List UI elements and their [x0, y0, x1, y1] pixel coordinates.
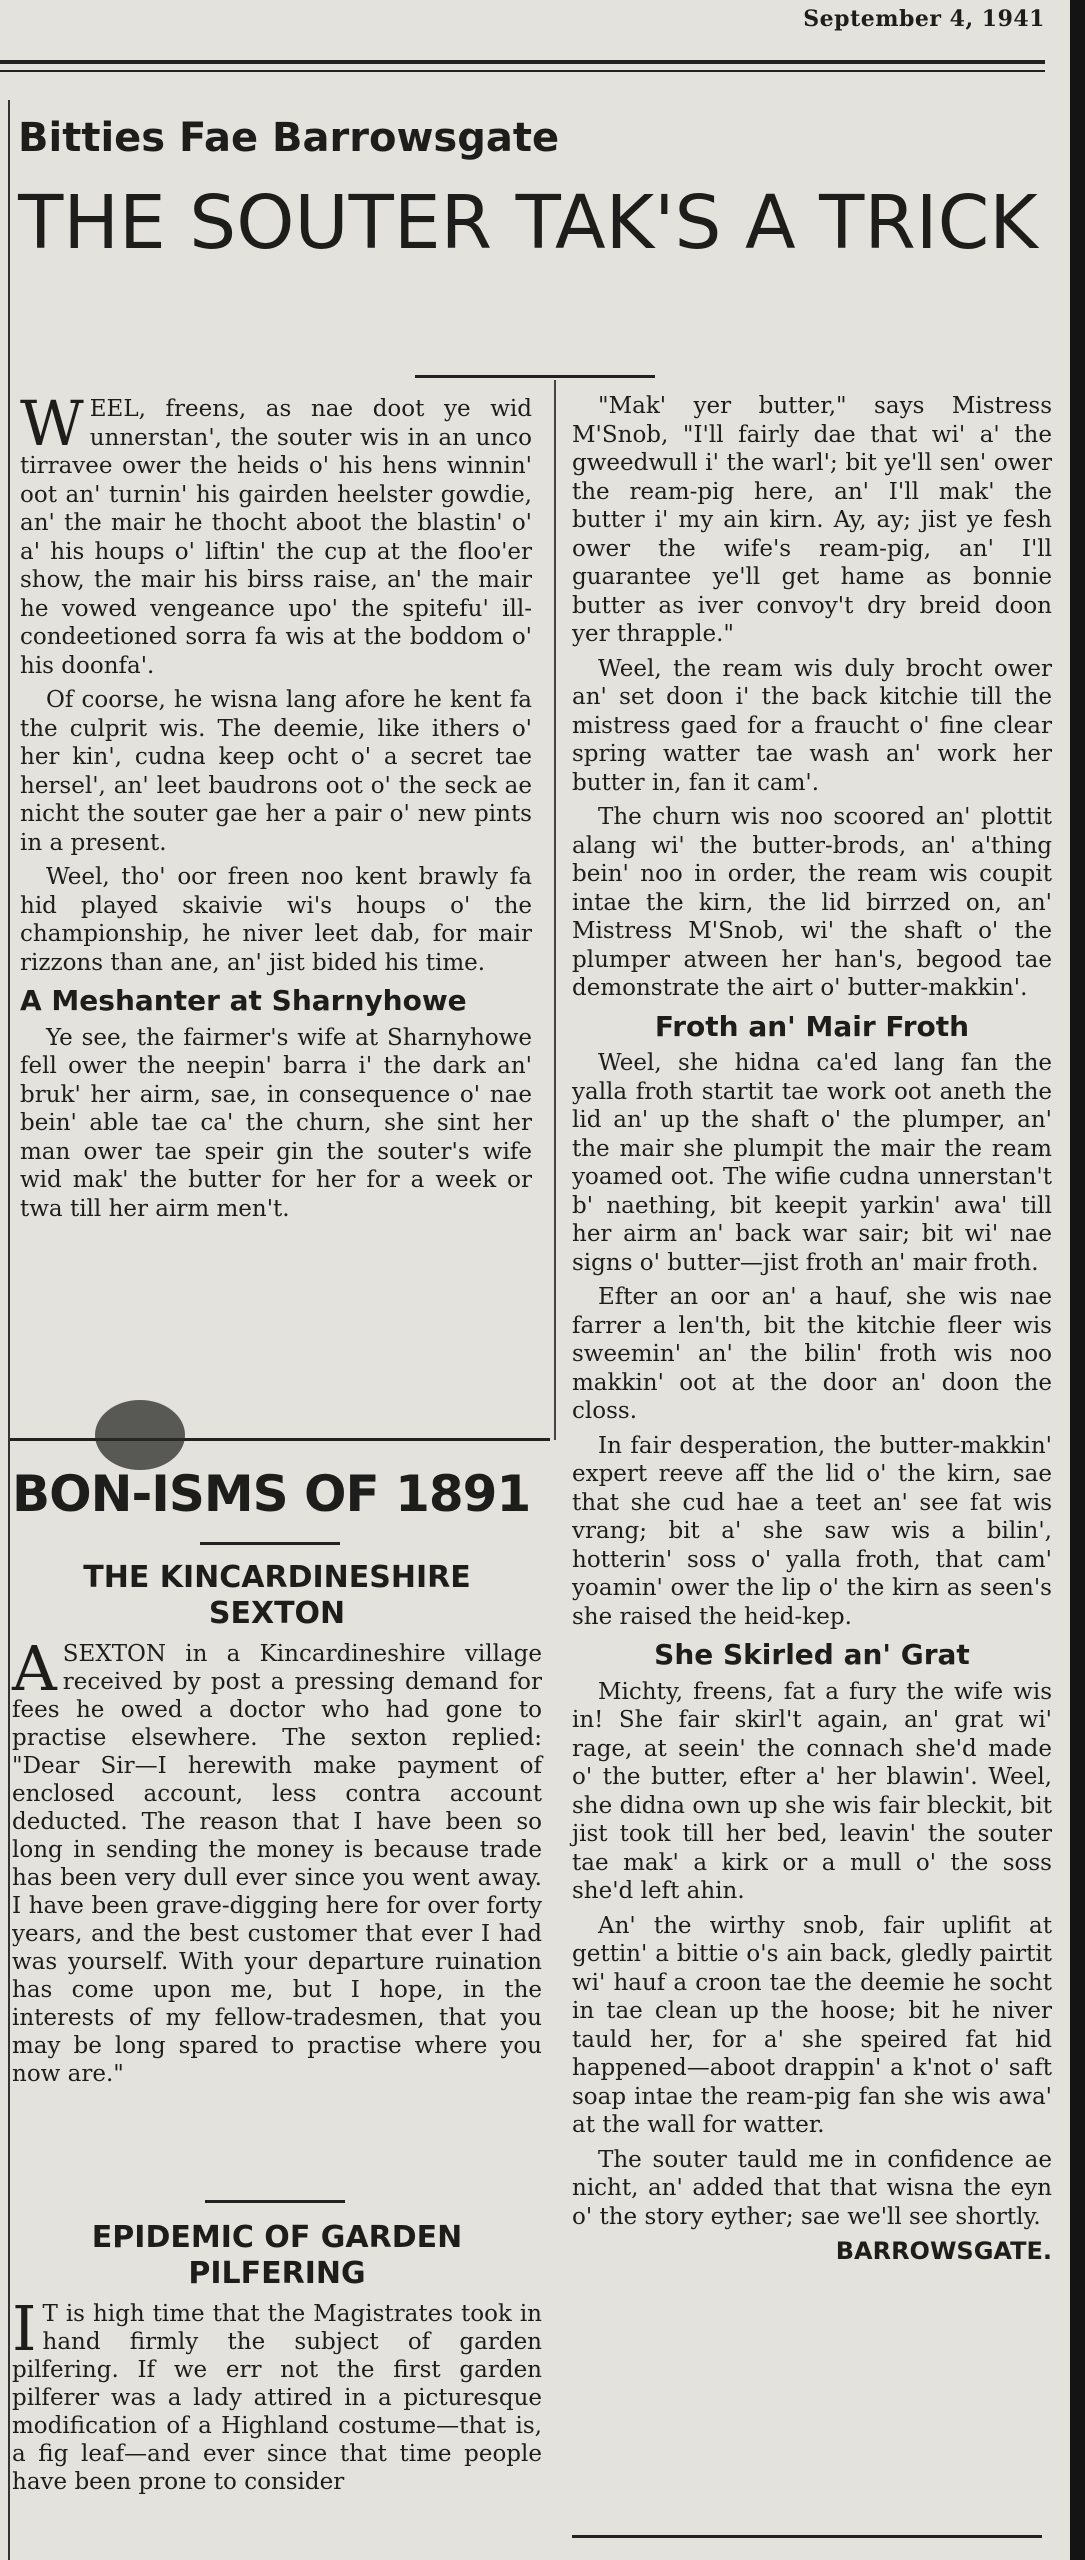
paragraph: Efter an oor an' a hauf, she wis nae farrer a len'th, bit the kitchie fleer wis sweemin' an' the bilin' froth wis noo makkin' oot at the door an' doon the closs. [572, 1284, 1052, 1424]
item-title: THE KINCARDINESHIRE SEXTON [83, 1560, 471, 1631]
masthead-rule [0, 60, 1045, 64]
paragraph: The churn wis noo scoored an' plottit alang wi' the butter-brods, an' a'thing bein' noo in order, the ream wis coupit intae the kirn, the lid birrzed on, an' Mistress M'Snob, wi' the shaft o' the plumper atween her han's, begood tae demonstrate the airt o' butter-makkin'. [572, 804, 1052, 1001]
paragraph: The souter tauld me in confidence ae nicht, an' added that that wisna the eyn o' the story eyther; sae we'll see shortly. [572, 2146, 1052, 2230]
paragraph [20, 387, 532, 680]
item-rule [205, 2200, 345, 2203]
article-left-column [20, 387, 532, 1229]
bottom-rule [572, 2535, 1042, 2538]
pilfering-story [12, 2292, 542, 2502]
subheading: A Meshanter at Sharnyhowe [20, 984, 467, 1017]
drop-cap: A [12, 1632, 57, 1705]
paragraph: An' the wirthy snob, fair uplifit at gettin' a bittie o's ain back, gledly pairtit wi' hauf a croon tae the deemie he socht in tae clean up the hoose; bit he niver tauld her, for a' she speired fat hid happened—aboot drappin' a k'not o' saft soap intae the ream-pig fan she wis awa' at the wall for watter. [572, 1912, 1052, 2138]
section-rule [10, 1438, 550, 1441]
paragraph-text: EEL, freens, as nae doot ye wid unnerstan', the souter wis in an unco tirravee ower the heids o' his hens winnin' oot an' turnin' his gairden heelster gowdie, an' the mair he thocht aboot the blastin' o' a' his houps o' liftin' the cup at the floo'er show, the mair his birss raise, an' the mair he vowed vengeance upo' the spitefu' ill-condeetioned sorra fa wis at the boddom o' his doonfa'. [20, 396, 532, 679]
paragraph-text: SEXTON in a Kincardineshire village received by post a pressing demand for fees he owed a doctor who had gone to practise elsewhere. The sexton replied: "Dear Sir—I herewith make payment of enclosed account, less contra account deducted. The reason that I have been so long in sending the money is because trade has been very dull ever since you went away. I have been grave-digging here for over forty years, and the best customer that ever I had was yourself. With your departure ruination has come upon me, but I hope, in the interests of my fellow-tradesmen, that you may be long spared to practise where you now are." [12, 1641, 542, 2087]
subheading: She Skirled an' Grat [654, 1638, 970, 1671]
article-right-column [572, 392, 1052, 2272]
title-rule [200, 1542, 340, 1545]
drop-cap: W [20, 387, 84, 460]
headline-rule [415, 375, 655, 378]
paragraph [12, 1632, 542, 2088]
sexton-story [12, 1632, 542, 2094]
paragraph: "Mak' yer butter," says Mistress M'Snob, "I'll fairly dae that wi' a' the gweedwull i' the warl'; bit ye'll sen' ower the ream-pig here, an' I'll mak' the butter i' my ain kirn. Ay, ay; jist ye fesh ower the wife's ream-pig, an' I'll guarantee ye'll get hame as bonnie butter as iver convoy't dry breid doon yer thrapple." [572, 393, 1052, 647]
paragraph [12, 2292, 542, 2496]
paragraph-text: T is high time that the Magistrates took in hand firmly the subject of garden pilfering. If we err not the first garden pilferer was a lady attired in a picturesque modification of a Highland costume—that is, a fig leaf—and ever since that time people have been prone to consider [12, 2301, 542, 2495]
article-headline: THE SOUTER TAK'S A TRICK [18, 180, 1038, 266]
item-title: EPIDEMIC OF GARDEN PILFERING [91, 2220, 463, 2291]
paragraph: In fair desperation, the butter-makkin' expert reeve aff the lid o' the kirn, sae that she cud hae a teet an' see fat wis vrang; bit a' she saw wis a bilin', hotterin' soss o' yalla froth, that cam' yoamin' ower the lip o' the kirn as seen's she raised the heid-kep. [572, 1432, 1052, 1630]
issue-date: September 4, 1941 [803, 6, 1045, 32]
page-border [8, 100, 10, 2560]
drop-cap: I [12, 2292, 37, 2365]
scan-edge [1070, 0, 1085, 2560]
column-divider [554, 380, 556, 1440]
byline: BARROWSGATE. [835, 2237, 1052, 2265]
ink-smudge [95, 1400, 185, 1470]
paragraph: Michty, freens, fat a fury the wife wis in! She fair skirl't again, an' grat wi' rage, at seein' the connach she'd made o' the butter, efter a' her blawin'. Weel, she didna own up she wis fair bleckit, bit jist took till her bed, leavin' the souter tae mak' a kirk or a mull o' the soss she'd left ahin. [572, 1678, 1052, 1904]
paragraph: Weel, tho' oor freen noo kent brawly fa hid played skaivie wi's houps o' the championship, he niver leet dab, for mair rizzons than ane, an' jist bided his time. [20, 864, 532, 976]
subheading: Froth an' Mair Froth [654, 1009, 970, 1043]
article-kicker: Bitties Fae Barrowsgate [18, 115, 560, 161]
section-title: BON-ISMS OF 1891 [12, 1465, 531, 1523]
paragraph: Weel, the ream wis duly brocht ower an' set doon i' the back kitchie till the mistress gaed for a fraucht o' fine clear spring watter tae wash an' work her butter in, fan it cam'. [572, 655, 1052, 796]
paragraph: Ye see, the fairmer's wife at Sharnyhowe fell ower the neepin' barra i' the dark an' bruk' her airm, sae, in consequence o' nae bein' able tae ca' the churn, she sint her man ower tae speir gin the souter's wife wid mak' the butter for her for a week or twa till her airm men't. [20, 1024, 532, 1222]
paragraph: Weel, she hidna ca'ed lang fan the yalla froth startit tae work oot aneth the lid an' up the shaft o' the plumper, an' the mair she plumpit the mair the ream yoamed oot. The wifie cudna unnerstan't b' naething, bit keepit yarkin' awa' till her airm an' back war sair; bit wi' nae signs o' butter—jist froth an' mair froth. [572, 1050, 1052, 1276]
masthead-rule-thin [0, 70, 1045, 72]
paragraph: Of coorse, he wisna lang afore he kent fa the culprit wis. The deemie, like ithers o' her kin', cudna keep ocht o' a secret tae hersel', an' leet baudrons oot o' the seck ae nicht the souter gae her a pair o' new pints in a present. [20, 687, 532, 856]
